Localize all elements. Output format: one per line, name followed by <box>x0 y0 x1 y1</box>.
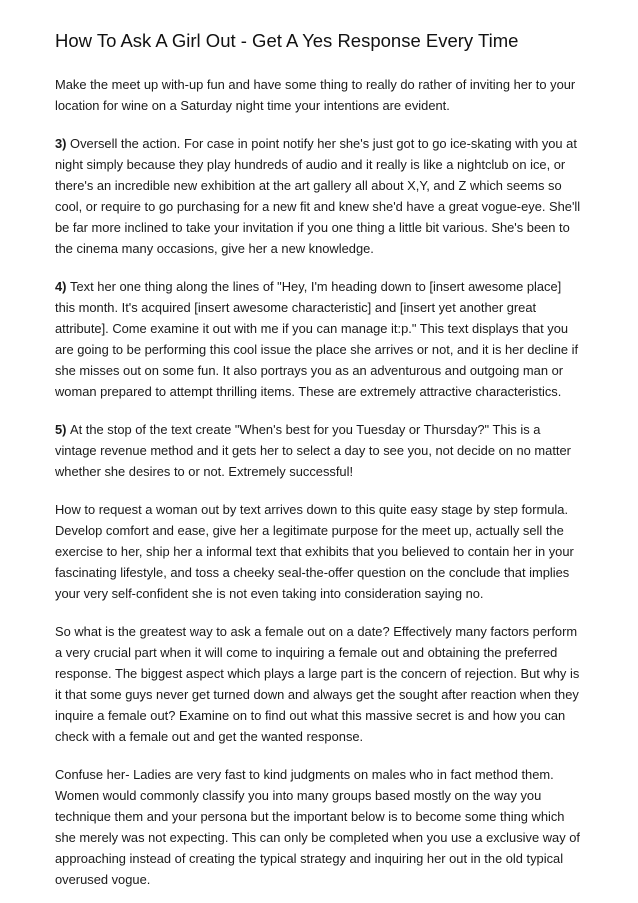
step-number: 3) <box>55 136 71 151</box>
paragraph-confuse-her <box>55 764 582 890</box>
paragraph-text: So what is the greatest way to ask a female out on a date? Effectively many factors perform a very crucial part when it will come to inquiring a female out and obtaining the preferred response. The biggest aspect which plays a large part is the concern of rejection. But why is it that some guys never get turned down and always get the sought after reaction when they inquire a female out? Examine on to find out what this massive secret is and how you can check with a female out and get the wanted response. <box>55 624 580 744</box>
paragraph-greatest-way <box>55 621 582 747</box>
page-title: How To Ask A Girl Out - Get A Yes Response Every Time <box>55 30 519 51</box>
paragraph-text: Text her one thing along the lines of "Hey, I'm heading down to [insert awesome place] this month. It's acquired [insert awesome characteristic] and [insert yet another great attribute]. Come examine it out with me if you can manage it:p." This text displays that you are going to be performing this cool issue the place she arrives or not, and it is her decline if she misses out on some fun. It also portrays you as an adventurous and outgoing man or woman prepared to attempt thrilling items. These are extremely attractive characteristics. <box>55 279 579 399</box>
paragraph-step-3 <box>55 133 582 259</box>
paragraph-text: Oversell the action. For case in point notify her she's just got to go ice-skating with you at night simply because they play hundreds of audio and it really is like a nightclub on ice, or there's an incredible new exhibition at the art gallery all about X,Y, and Z which seems so cool, or require to go purchasing for a new fit and knew she'd have a great vogue-eye. She'll be far more inclined to take your invitation if you one thing a little bit various. She's been to the cinema many occasions, give her a new knowledge. <box>55 136 581 256</box>
paragraph-intro <box>55 74 582 116</box>
paragraph-step-5 <box>55 419 582 482</box>
paragraph-step-4 <box>55 276 582 402</box>
paragraph-text: Make the meet up with-up fun and have some thing to really do rather of inviting her to your location for wine on a Saturday night time your intentions are evident. <box>55 77 576 113</box>
paragraph-text: Confuse her- Ladies are very fast to kind judgments on males who in fact method them. Women would commonly classify you into many groups based mostly on the way you technique them and your persona but the important below is to become some thing which she merely was not expecting. This can only be completed when you use a exclusive way of approaching instead of creating the typical strategy and inquiring her out in the old typical overused vogue. <box>55 767 580 887</box>
paragraph-text: How to request a woman out by text arrives down to this quite easy stage by step formula. Develop comfort and ease, give her a legitimate purpose for the meet up, actually sell the exercise to her, ship her a informal text that exhibits that you believed to contain her in your fascinating lifestyle, and toss a cheeky seal-the-offer question on the conclude that implies your very self-confident she is not even taking into consideration saying no. <box>55 502 574 601</box>
step-number: 5) <box>55 422 71 437</box>
paragraph-summary <box>55 499 582 604</box>
step-number: 4) <box>55 279 71 294</box>
paragraph-text: At the stop of the text create "When's best for you Tuesday or Thursday?" This is a vintage revenue method and it gets her to select a day to see you, not decide on no matter whether she desires to or not. Extremely successful! <box>55 422 571 479</box>
